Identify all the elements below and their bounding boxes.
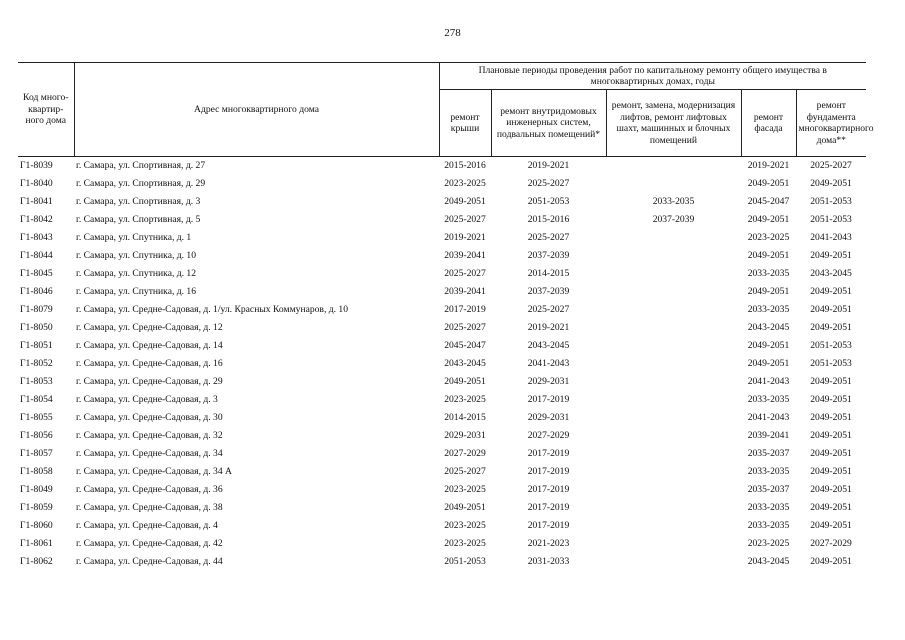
cell-code: Г1-8079 (20, 304, 53, 315)
cell-code: Г1-8042 (20, 214, 53, 225)
cell-elevators: 2033-2035 (652, 196, 695, 207)
cell-foundation: 2049-2051 (810, 448, 852, 459)
table-row (18, 247, 866, 265)
table-row (18, 535, 866, 553)
cell-address: г. Самара, ул. Спутника, д. 16 (76, 286, 197, 297)
cell-engineering: 2017-2019 (527, 448, 570, 459)
table-row (18, 229, 866, 247)
cell-roof: 2049-2051 (444, 502, 486, 513)
cell-facade: 2039-2041 (747, 430, 790, 441)
cell-engineering: 2017-2019 (527, 502, 570, 513)
cell-elevators (606, 373, 741, 391)
cell-elevators (606, 337, 741, 355)
cell-foundation: 2049-2051 (810, 430, 852, 441)
cell-roof: 2023-2025 (444, 520, 486, 531)
cell-facade: 2023-2025 (747, 232, 790, 243)
cell-engineering: 2043-2045 (527, 340, 570, 351)
cell-roof: 2049-2051 (444, 376, 486, 387)
cell-facade: 2049-2051 (747, 286, 790, 297)
table-row (18, 157, 866, 176)
cell-foundation: 2027-2029 (810, 538, 852, 549)
table-row (18, 193, 866, 211)
cell-code: Г1-8054 (20, 394, 53, 405)
cell-code: Г1-8062 (20, 556, 53, 567)
cell-address: г. Самара, ул. Спортивная, д. 3 (76, 196, 201, 207)
cell-facade: 2049-2051 (747, 340, 790, 351)
cell-facade: 2043-2045 (747, 322, 790, 333)
cell-elevators (606, 463, 741, 481)
cell-engineering: 2019-2021 (527, 160, 570, 171)
cell-roof: 2023-2025 (444, 538, 486, 549)
cell-facade: 2049-2051 (747, 214, 790, 225)
cell-roof: 2025-2027 (444, 322, 486, 333)
cell-code: Г1-8040 (20, 178, 53, 189)
cell-address: г. Самара, ул. Средне-Садовая, д. 44 (76, 556, 223, 567)
cell-engineering: 2037-2039 (527, 286, 570, 297)
header-facade: ремонт фасада (741, 90, 796, 157)
header-roof: ремонт крыши (439, 90, 491, 157)
cell-roof: 2015-2016 (444, 160, 486, 171)
cell-code: Г1-8053 (20, 376, 53, 387)
header-periods: Плановые периоды проведения работ по капитальному ремонту общего имущества в многоквартирных домах, годы (439, 63, 866, 90)
header-code: Код много-квартир-ного дома (18, 63, 74, 157)
cell-foundation: 2051-2053 (810, 214, 852, 225)
page-number: 278 (444, 27, 461, 39)
cell-engineering: 2025-2027 (527, 232, 570, 243)
cell-engineering: 2041-2043 (527, 358, 570, 369)
cell-engineering: 2029-2031 (527, 412, 570, 423)
table-body (18, 157, 866, 572)
header-address: Адрес многоквартирного дома (74, 63, 439, 157)
header-foundation: ремонт фундамента многоквартирного дома** (796, 90, 866, 157)
cell-code: Г1-8061 (20, 538, 53, 549)
table-row (18, 319, 866, 337)
cell-foundation: 2049-2051 (810, 250, 852, 261)
cell-roof: 2023-2025 (444, 394, 486, 405)
cell-elevators (606, 319, 741, 337)
table-row (18, 553, 866, 571)
cell-foundation: 2025-2027 (810, 160, 852, 171)
cell-code: Г1-8059 (20, 502, 53, 513)
cell-address: г. Самара, ул. Спортивная, д. 27 (76, 160, 206, 171)
header-engineering: ремонт внутридомовых инженерных систем, подвальных помещений* (491, 90, 606, 157)
cell-elevators (606, 229, 741, 247)
cell-code: Г1-8046 (20, 286, 53, 297)
cell-elevators (606, 265, 741, 283)
table-row (18, 409, 866, 427)
cell-roof: 2039-2041 (444, 286, 486, 297)
cell-facade: 2041-2043 (747, 376, 790, 387)
cell-engineering: 2025-2027 (527, 304, 570, 315)
cell-roof: 2045-2047 (444, 340, 486, 351)
cell-facade: 2035-2037 (747, 484, 790, 495)
header-elevators: ремонт, замена, модернизация лифтов, ремонт лифтовых шахт, машинных и блочных помещений (606, 90, 741, 157)
cell-facade: 2033-2035 (747, 394, 790, 405)
cell-elevators (606, 175, 741, 193)
cell-roof: 2023-2025 (444, 484, 486, 495)
cell-address: г. Самара, ул. Спортивная, д. 5 (76, 214, 201, 225)
cell-code: Г1-8058 (20, 466, 53, 477)
cell-address: г. Самара, ул. Спутника, д. 10 (76, 250, 197, 261)
table-row (18, 355, 866, 373)
cell-roof: 2025-2027 (444, 214, 486, 225)
cell-roof: 2029-2031 (444, 430, 486, 441)
cell-engineering: 2051-2053 (527, 196, 570, 207)
cell-facade: 2033-2035 (747, 304, 790, 315)
cell-elevators (606, 481, 741, 499)
cell-code: Г1-8039 (20, 160, 53, 171)
cell-roof: 2051-2053 (444, 556, 486, 567)
table-row (18, 391, 866, 409)
cell-roof: 2023-2025 (444, 178, 486, 189)
cell-elevators (606, 499, 741, 517)
cell-facade: 2043-2045 (747, 556, 790, 567)
cell-foundation: 2049-2051 (810, 484, 852, 495)
cell-facade: 2049-2051 (747, 178, 790, 189)
cell-elevators: 2037-2039 (652, 214, 695, 225)
cell-address: г. Самара, ул. Средне-Садовая, д. 36 (76, 484, 223, 495)
cell-facade: 2033-2035 (747, 520, 790, 531)
capital-repair-table (18, 62, 874, 571)
table-row (18, 265, 866, 283)
cell-engineering: 2021-2023 (527, 538, 570, 549)
cell-address: г. Самара, ул. Средне-Садовая, д. 42 (76, 538, 223, 549)
cell-roof: 2019-2021 (444, 232, 486, 243)
cell-address: г. Самара, ул. Средне-Садовая, д. 4 (76, 520, 218, 531)
cell-code: Г1-8055 (20, 412, 53, 423)
cell-foundation: 2049-2051 (810, 376, 852, 387)
cell-foundation: 2043-2045 (810, 268, 852, 279)
cell-address: г. Самара, ул. Средне-Садовая, д. 29 (76, 376, 223, 387)
cell-elevators (606, 157, 741, 176)
cell-code: Г1-8060 (20, 520, 53, 531)
cell-address: г. Самара, ул. Спутника, д. 1 (76, 232, 192, 243)
cell-roof: 2025-2027 (444, 268, 486, 279)
cell-address: г. Самара, ул. Средне-Садовая, д. 38 (76, 502, 223, 513)
cell-foundation: 2051-2053 (810, 340, 852, 351)
cell-foundation: 2051-2053 (810, 358, 852, 369)
cell-address: г. Самара, ул. Средне-Садовая, д. 30 (76, 412, 223, 423)
table-row (18, 427, 866, 445)
cell-foundation: 2049-2051 (810, 178, 852, 189)
cell-address: г. Самара, ул. Средне-Садовая, д. 12 (76, 322, 223, 333)
cell-roof: 2039-2041 (444, 250, 486, 261)
table-row (18, 175, 866, 193)
cell-address: г. Самара, ул. Средне-Садовая, д. 1/ул. Красных Коммунаров, д. 10 (76, 304, 349, 315)
cell-foundation: 2041-2043 (810, 232, 852, 243)
cell-elevators (606, 517, 741, 535)
cell-address: г. Самара, ул. Средне-Садовая, д. 34 (76, 448, 223, 459)
table-row (18, 517, 866, 535)
cell-code: Г1-8043 (20, 232, 53, 243)
table-row (18, 373, 866, 391)
cell-address: г. Самара, ул. Средне-Садовая, д. 32 (76, 430, 223, 441)
cell-code: Г1-8056 (20, 430, 53, 441)
cell-engineering: 2029-2031 (527, 376, 570, 387)
cell-address: г. Самара, ул. Средне-Садовая, д. 34 А (76, 466, 232, 477)
cell-code: Г1-8057 (20, 448, 53, 459)
cell-facade: 2049-2051 (747, 250, 790, 261)
cell-elevators (606, 283, 741, 301)
cell-roof: 2014-2015 (444, 412, 486, 423)
cell-foundation: 2051-2053 (810, 196, 852, 207)
cell-engineering: 2025-2027 (527, 178, 570, 189)
cell-foundation: 2049-2051 (810, 502, 852, 513)
cell-facade: 2041-2043 (747, 412, 790, 423)
table-row (18, 481, 866, 499)
cell-elevators (606, 427, 741, 445)
cell-engineering: 2017-2019 (527, 466, 570, 477)
table-row (18, 337, 866, 355)
cell-roof: 2017-2019 (444, 304, 486, 315)
cell-elevators (606, 553, 741, 571)
cell-engineering: 2019-2021 (527, 322, 570, 333)
cell-engineering: 2027-2029 (527, 430, 570, 441)
cell-elevators (606, 409, 741, 427)
table-row (18, 499, 866, 517)
table-row (18, 283, 866, 301)
cell-engineering: 2017-2019 (527, 520, 570, 531)
cell-facade: 2045-2047 (747, 196, 790, 207)
cell-facade: 2049-2051 (747, 358, 790, 369)
cell-facade: 2033-2035 (747, 466, 790, 477)
cell-engineering: 2017-2019 (527, 394, 570, 405)
cell-foundation: 2049-2051 (810, 412, 852, 423)
cell-engineering: 2017-2019 (527, 484, 570, 495)
cell-roof: 2049-2051 (444, 196, 486, 207)
cell-facade: 2019-2021 (747, 160, 790, 171)
cell-facade: 2023-2025 (747, 538, 790, 549)
cell-address: г. Самара, ул. Средне-Садовая, д. 14 (76, 340, 223, 351)
cell-elevators (606, 247, 741, 265)
cell-code: Г1-8044 (20, 250, 53, 261)
cell-foundation: 2049-2051 (810, 322, 852, 333)
cell-elevators (606, 535, 741, 553)
cell-code: Г1-8045 (20, 268, 53, 279)
cell-elevators (606, 445, 741, 463)
cell-address: г. Самара, ул. Средне-Садовая, д. 16 (76, 358, 223, 369)
cell-engineering: 2037-2039 (527, 250, 570, 261)
cell-engineering: 2014-2015 (527, 268, 570, 279)
cell-foundation: 2049-2051 (810, 466, 852, 477)
cell-foundation: 2049-2051 (810, 556, 852, 567)
table-row (18, 463, 866, 481)
cell-address: г. Самара, ул. Спутника, д. 12 (76, 268, 197, 279)
cell-code: Г1-8051 (20, 340, 53, 351)
cell-roof: 2043-2045 (444, 358, 486, 369)
cell-address: г. Самара, ул. Средне-Садовая, д. 3 (76, 394, 218, 405)
cell-elevators (606, 355, 741, 373)
cell-foundation: 2049-2051 (810, 394, 852, 405)
cell-foundation: 2049-2051 (810, 286, 852, 297)
cell-code: Г1-8052 (20, 358, 53, 369)
cell-elevators (606, 301, 741, 319)
cell-roof: 2027-2029 (444, 448, 486, 459)
cell-engineering: 2031-2033 (527, 556, 570, 567)
cell-roof: 2025-2027 (444, 466, 486, 477)
cell-code: Г1-8049 (20, 484, 53, 495)
table-row (18, 211, 866, 229)
table-row (18, 445, 866, 463)
cell-code: Г1-8050 (20, 322, 53, 333)
cell-facade: 2035-2037 (747, 448, 790, 459)
cell-elevators (606, 391, 741, 409)
cell-code: Г1-8041 (20, 196, 53, 207)
cell-engineering: 2015-2016 (527, 214, 570, 225)
cell-facade: 2033-2035 (747, 268, 790, 279)
cell-facade: 2033-2035 (747, 502, 790, 513)
cell-foundation: 2049-2051 (810, 520, 852, 531)
cell-address: г. Самара, ул. Спортивная, д. 29 (76, 178, 206, 189)
table-row (18, 301, 866, 319)
cell-foundation: 2049-2051 (810, 304, 852, 315)
